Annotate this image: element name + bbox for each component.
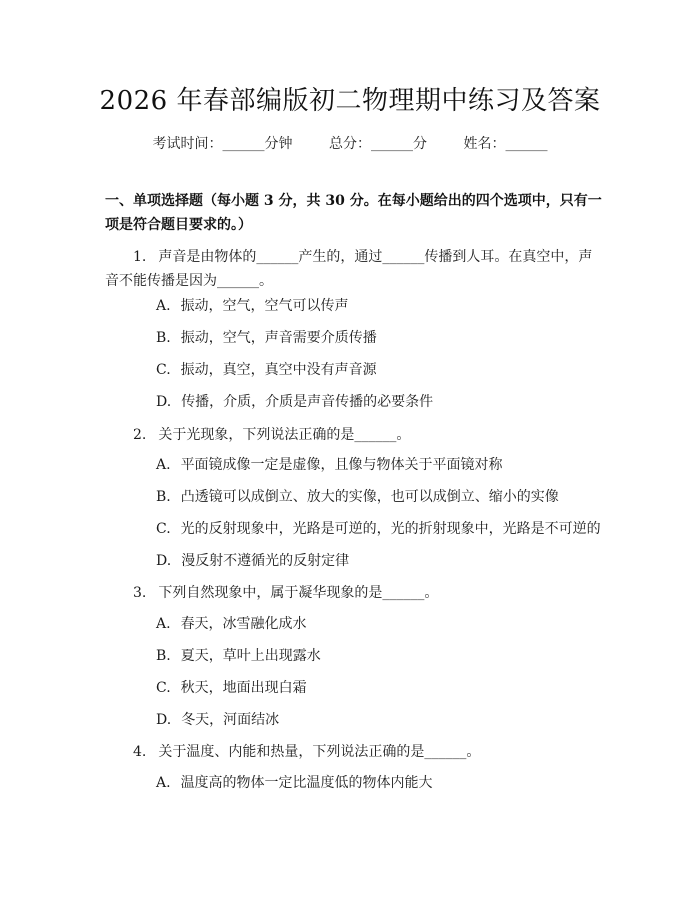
question-text: 声音是由物体的______产生的，通过______传播到人耳。在真空中，声音不能传播是因为______。 bbox=[105, 249, 593, 289]
option-1c bbox=[156, 360, 616, 380]
option-letter: A. bbox=[156, 457, 171, 473]
total-score-unit: 分 bbox=[413, 136, 427, 152]
option-text: 冬天，河面结冰 bbox=[181, 712, 280, 728]
option-letter: B. bbox=[156, 489, 171, 505]
option-text: 春天，冰雪融化成水 bbox=[180, 616, 307, 632]
exam-time-unit: 分钟 bbox=[264, 136, 293, 152]
option-letter: A. bbox=[156, 775, 171, 791]
question-number: 1. bbox=[133, 249, 147, 265]
option-text: 温度高的物体一定比温度低的物体内能大 bbox=[180, 775, 433, 791]
student-name-label: 姓名： bbox=[463, 136, 506, 152]
option-letter: C. bbox=[156, 362, 171, 378]
option-2d bbox=[156, 551, 616, 571]
exam-info-line bbox=[0, 133, 700, 153]
question-2 bbox=[105, 423, 605, 447]
total-score-field bbox=[329, 136, 427, 152]
exam-time-field bbox=[153, 136, 293, 152]
option-text: 振动，空气，声音需要介质传播 bbox=[180, 330, 377, 346]
option-4a bbox=[156, 773, 616, 793]
option-text: 夏天，草叶上出现露水 bbox=[180, 648, 321, 664]
option-1a bbox=[156, 296, 616, 316]
question-number: 4. bbox=[133, 744, 147, 760]
option-letter: B. bbox=[156, 648, 171, 664]
option-letter: C. bbox=[156, 521, 171, 537]
page-title: 2026 年春部编版初二物理期中练习及答案 bbox=[99, 86, 601, 116]
option-text: 秋天，地面出现白霜 bbox=[180, 680, 307, 696]
option-2a bbox=[156, 455, 616, 475]
section-heading: 一、单项选择题（每小题 3 分，共 30 分。在每小题给出的四个选项中，只有一项是符合题目要求的。） bbox=[105, 193, 602, 233]
option-letter: D. bbox=[156, 553, 172, 569]
option-2c bbox=[156, 519, 616, 539]
question-text: 关于温度、内能和热量，下列说法正确的是______。 bbox=[158, 744, 481, 760]
option-text: 凸透镜可以成倒立、放大的实像，也可以成倒立、缩小的实像 bbox=[180, 489, 559, 505]
question-4 bbox=[105, 740, 605, 764]
option-letter: C. bbox=[156, 680, 171, 696]
exam-time-blank: ______ bbox=[222, 136, 265, 152]
question-number: 2. bbox=[133, 427, 147, 443]
option-text: 漫反射不遵循光的反射定律 bbox=[181, 553, 350, 569]
question-3 bbox=[105, 581, 605, 605]
option-2b bbox=[156, 487, 616, 507]
option-text: 光的反射现象中，光路是可逆的，光的折射现象中，光路是不可逆的 bbox=[180, 521, 601, 537]
option-3d bbox=[156, 710, 616, 730]
option-1b bbox=[156, 328, 616, 348]
option-letter: D. bbox=[156, 394, 172, 410]
option-3c bbox=[156, 678, 616, 698]
option-1d bbox=[156, 392, 616, 412]
question-text: 关于光现象，下列说法正确的是______。 bbox=[158, 427, 411, 443]
student-name-blank: ______ bbox=[505, 136, 548, 152]
exam-time-label: 考试时间： bbox=[152, 136, 223, 152]
question-text: 下列自然现象中，属于凝华现象的是______。 bbox=[158, 585, 439, 601]
option-letter: A. bbox=[156, 298, 171, 314]
question-number: 3. bbox=[133, 585, 147, 601]
option-letter: A. bbox=[156, 616, 171, 632]
total-score-label: 总分： bbox=[329, 136, 371, 152]
option-letter: D. bbox=[156, 712, 172, 728]
option-text: 振动，真空，真空中没有声音源 bbox=[180, 362, 377, 378]
option-text: 传播，介质，介质是声音传播的必要条件 bbox=[181, 394, 434, 410]
option-letter: B. bbox=[156, 330, 171, 346]
student-name-field bbox=[463, 136, 547, 152]
total-score-blank: ______ bbox=[371, 136, 413, 152]
option-text: 平面镜成像一定是虚像，且像与物体关于平面镜对称 bbox=[180, 457, 503, 473]
option-text: 振动，空气，空气可以传声 bbox=[180, 298, 349, 314]
question-1 bbox=[105, 245, 605, 293]
option-3b bbox=[156, 646, 616, 666]
option-3a bbox=[156, 614, 616, 634]
